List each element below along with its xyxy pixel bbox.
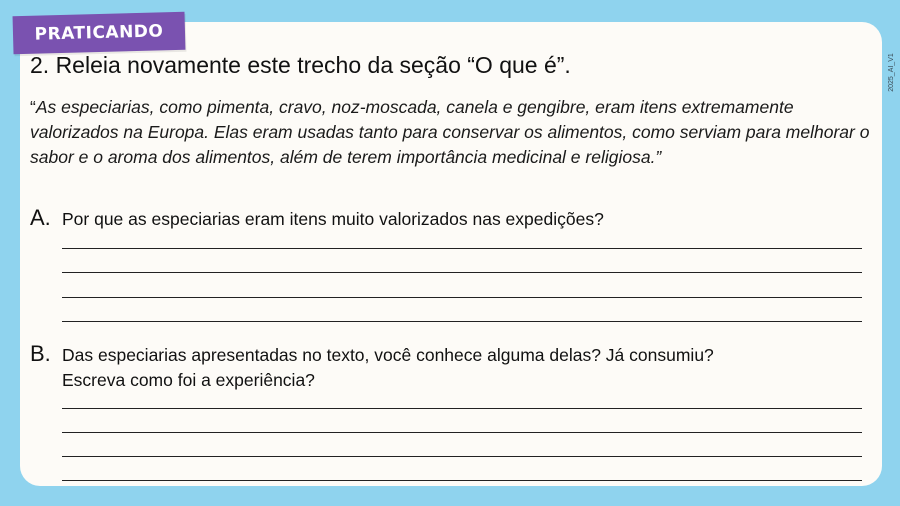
praticando-badge: PRATICANDO (13, 12, 186, 54)
exercise-title: 2. Releia novamente este trecho da seção “O que é”. (30, 52, 571, 78)
question-b-text-line-1: Das especiarias apresentadas no texto, você conhece alguma delas? Já consumiu? (62, 345, 714, 365)
answer-b-line-1[interactable] (62, 408, 862, 409)
question-a-letter: A. (30, 205, 51, 230)
answer-a-line-1[interactable] (62, 248, 862, 249)
answer-b-line-4[interactable] (62, 480, 862, 481)
quote-paragraph (30, 95, 870, 170)
side-code (884, 46, 898, 98)
question-b-letter: B. (30, 341, 51, 366)
side-code-text: 2025_AI_V1 (887, 52, 895, 92)
answer-a-line-2[interactable] (62, 272, 862, 273)
answer-a-line-4[interactable] (62, 321, 862, 322)
question-b-text-line-2: Escreva como foi a experiência? (62, 370, 315, 390)
answer-b-line-2[interactable] (62, 432, 862, 433)
question-a-text: Por que as especiarias eram itens muito valorizados nas expedições? (62, 209, 604, 229)
answer-b-line-3[interactable] (62, 456, 862, 457)
quote-open-mark: “ (30, 97, 36, 117)
worksheet-card (20, 22, 882, 486)
answer-a-line-3[interactable] (62, 297, 862, 298)
quote-text: As especiarias, como pimenta, cravo, noz-moscada, canela e gengibre, eram itens extremamente valorizados na Europa. Elas eram usadas tanto para conservar os alimentos, como serviam para melhorar o sabor e o aroma dos alimentos, além de terem importância medicinal e religiosa.” (30, 97, 870, 167)
